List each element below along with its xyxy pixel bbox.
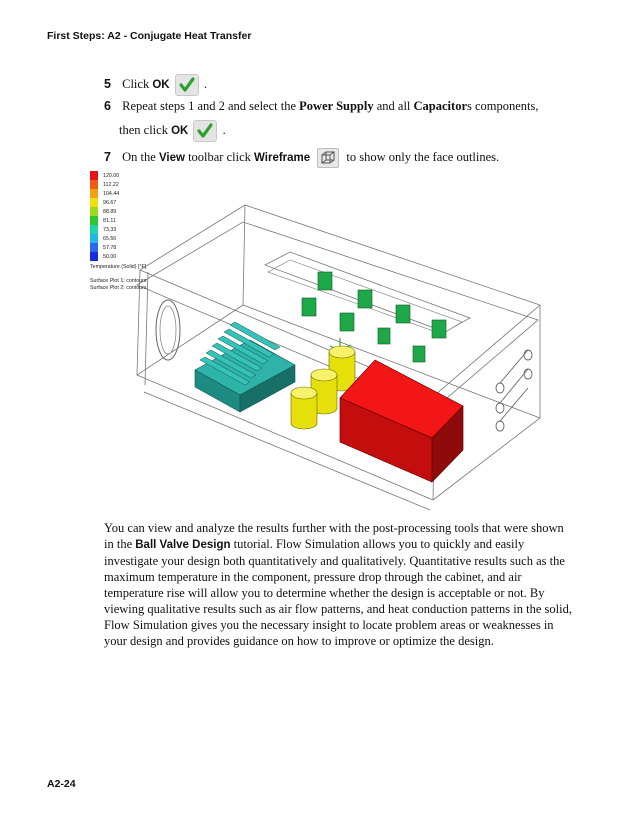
legend-rows bbox=[90, 171, 147, 261]
step-text-end: . bbox=[222, 122, 226, 137]
fan-ring bbox=[156, 300, 180, 360]
step-number: 7 bbox=[104, 149, 111, 164]
legend-entry bbox=[90, 207, 147, 216]
legend-value: 57.78 bbox=[103, 244, 117, 251]
legend-entry bbox=[90, 189, 147, 198]
step-number: 5 bbox=[104, 76, 111, 91]
ok-label: OK bbox=[171, 124, 189, 137]
legend-value: 73.33 bbox=[103, 226, 117, 233]
step-text-mid: toolbar click bbox=[188, 149, 251, 164]
legend-title: Temperature (Solid) [°F] bbox=[90, 264, 147, 270]
checkmark-icon[interactable] bbox=[175, 74, 199, 96]
legend-value: 104.44 bbox=[103, 190, 120, 197]
legend-value: 88.89 bbox=[103, 208, 117, 215]
legend-value: 120.00 bbox=[103, 172, 120, 179]
legend-swatch bbox=[90, 225, 98, 234]
legend-entry bbox=[90, 180, 147, 189]
page-number: A2-24 bbox=[47, 778, 76, 790]
step-text: then click bbox=[119, 122, 168, 137]
heat-sink bbox=[195, 322, 295, 412]
surface-plot-1: Surface Plot 1: contours bbox=[90, 278, 147, 284]
legend-value: 50.00 bbox=[103, 253, 117, 260]
step-6 bbox=[104, 98, 539, 114]
legend-plots bbox=[90, 278, 147, 291]
ball-valve-label: Ball Valve Design bbox=[135, 539, 231, 551]
legend-value: 81.11 bbox=[103, 217, 116, 224]
side-ports bbox=[496, 350, 532, 431]
legend-swatch bbox=[90, 171, 98, 180]
capacitor-chips bbox=[302, 272, 446, 362]
body-paragraph bbox=[104, 520, 574, 649]
legend-value: 96.67 bbox=[103, 199, 117, 206]
temperature-legend bbox=[90, 171, 147, 291]
step-text: Click bbox=[122, 76, 150, 91]
capacitor-label: Capacitor bbox=[413, 99, 467, 113]
legend-swatch bbox=[90, 198, 98, 207]
legend-entry bbox=[90, 171, 147, 180]
page-header: First Steps: A2 - Conjugate Heat Transfer bbox=[47, 30, 252, 42]
ok-label: OK bbox=[152, 78, 170, 91]
legend-entry bbox=[90, 243, 147, 252]
legend-entry bbox=[90, 198, 147, 207]
legend-entry bbox=[90, 225, 147, 234]
step-text-end: s components, bbox=[467, 99, 539, 113]
view-label: View bbox=[158, 151, 185, 164]
legend-swatch bbox=[90, 189, 98, 198]
legend-entry bbox=[90, 252, 147, 261]
wireframe-icon[interactable] bbox=[317, 148, 339, 168]
legend-value: 112.22 bbox=[103, 181, 119, 188]
step-7 bbox=[104, 148, 499, 168]
step-text: On the bbox=[122, 149, 156, 164]
step-text-end: . bbox=[203, 76, 207, 91]
legend-entry bbox=[90, 216, 147, 225]
legend-swatch bbox=[90, 207, 98, 216]
legend-swatch bbox=[90, 216, 98, 225]
legend-swatch bbox=[90, 243, 98, 252]
checkmark-icon[interactable] bbox=[193, 120, 217, 142]
step-number: 6 bbox=[104, 99, 111, 113]
step-text: Repeat steps 1 and 2 and select the bbox=[122, 99, 297, 113]
legend-swatch bbox=[90, 252, 98, 261]
para-text-pre: You can view and analyze the results further with the post-processing tools that were shown in the bbox=[104, 521, 564, 551]
surface-plot-2: Surface Plot 2: contours bbox=[90, 284, 147, 291]
legend-swatch bbox=[90, 234, 98, 243]
para-text-post: tutorial. Flow Simulation allows you to quickly and easily investigate your design both quantitatively and qualitatively. Quantitative results such as the maximum temperature in the component, pressure drop through the cabinet, and air temperature rise will allow you to determine whether the design is acceptable or not. By viewing qualitative results such as air flow patterns, and heat conduction patterns in the solid, Flow Simulation gives you the necessary insight to locate problem areas or weaknesses in your design and provides guidance on how to improve or optimize the design. bbox=[104, 537, 572, 648]
step-6-line2 bbox=[119, 120, 226, 142]
step-text-mid: and all bbox=[376, 99, 411, 113]
legend-entry bbox=[90, 234, 147, 243]
power-supply-block bbox=[340, 360, 463, 482]
legend-swatch bbox=[90, 180, 98, 189]
step-text-end: to show only the face outlines. bbox=[346, 149, 500, 164]
step-5 bbox=[104, 74, 207, 96]
power-supply-label: Power Supply bbox=[299, 99, 374, 113]
cabinet-wireframe-figure bbox=[86, 168, 566, 518]
legend-value: 65.56 bbox=[103, 235, 117, 242]
wireframe-label: Wireframe bbox=[254, 151, 311, 164]
